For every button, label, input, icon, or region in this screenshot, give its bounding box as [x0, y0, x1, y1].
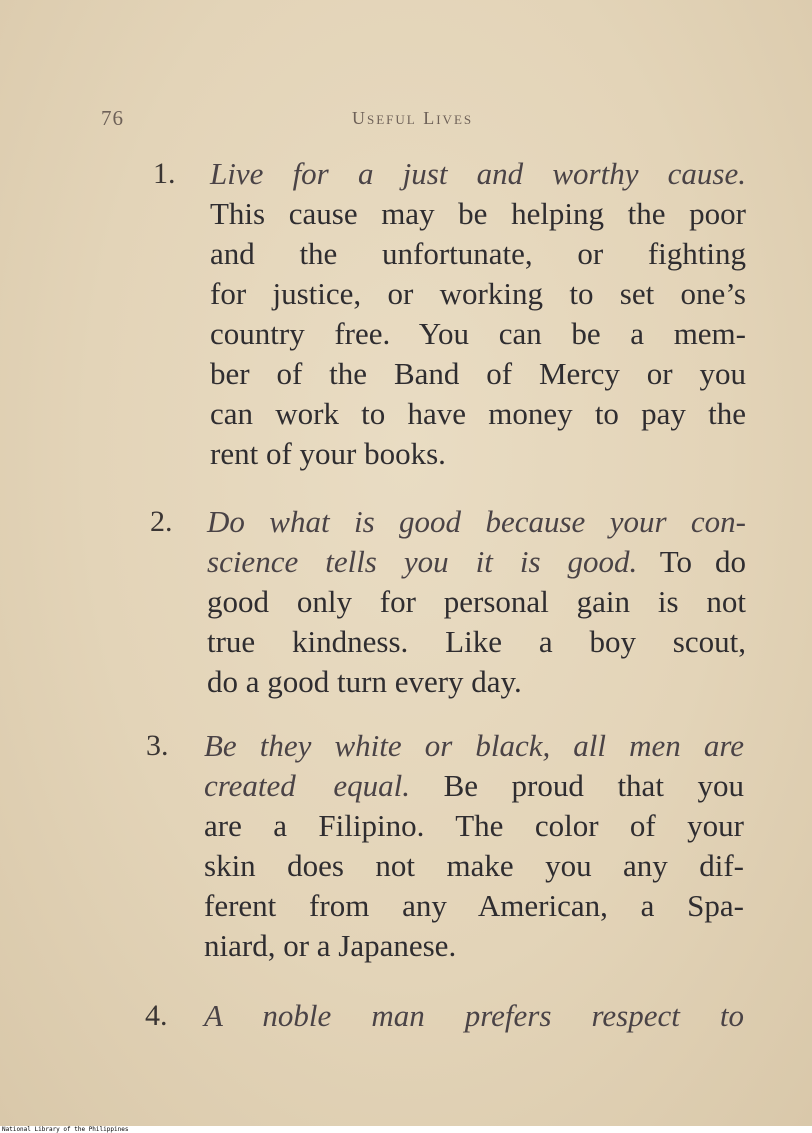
- plain-text: do a good turn every day.: [207, 664, 522, 699]
- item-text: [204, 996, 744, 1036]
- text-line: [210, 354, 746, 394]
- plain-text: This cause may be helping the poor: [210, 196, 746, 231]
- plain-text: niard, or a Japanese.: [204, 928, 457, 963]
- italic-text: Do what is good because your con-: [207, 504, 746, 539]
- plain-text: for justice, or working to set one’s: [210, 276, 746, 311]
- plain-text: country free. You can be a mem-: [210, 316, 746, 351]
- text-line: [210, 234, 746, 274]
- plain-text: rent of your books.: [210, 436, 446, 471]
- plain-text: To do: [637, 544, 746, 579]
- running-head-title: Useful Lives: [352, 108, 474, 128]
- plain-text: true kindness. Like a boy scout,: [207, 624, 746, 659]
- text-line: [210, 394, 746, 434]
- text-line: [210, 154, 746, 194]
- text-line: [204, 886, 744, 926]
- text-line: [204, 726, 744, 766]
- item-number: 4.: [145, 999, 168, 1032]
- text-line: [210, 434, 746, 474]
- page-number: 76: [101, 106, 124, 130]
- item-number: 3.: [146, 729, 169, 762]
- text-line: [207, 542, 746, 582]
- text-line: [204, 926, 744, 966]
- text-line: [207, 662, 746, 702]
- plain-text: Be proud that you: [410, 768, 744, 803]
- item-text: [210, 154, 746, 474]
- italic-text: science tells you it is good.: [207, 544, 638, 579]
- running-head: [0, 106, 812, 136]
- item-text: [204, 726, 744, 966]
- italic-text: created equal.: [204, 768, 410, 803]
- text-line: [204, 996, 744, 1036]
- plain-text: ber of the Band of Mercy or you: [210, 356, 746, 391]
- item-number: 2.: [150, 505, 173, 538]
- plain-text: can work to have money to pay the: [210, 396, 746, 431]
- italic-text: A noble man prefers respect to: [204, 998, 744, 1033]
- text-line: [210, 314, 746, 354]
- item-text: [207, 502, 746, 702]
- text-line: [204, 766, 744, 806]
- italic-text: Be they white or black, all men are: [204, 728, 744, 763]
- text-line: [207, 502, 746, 542]
- text-line: [204, 846, 744, 886]
- plain-text: skin does not make you any dif-: [204, 848, 744, 883]
- library-credit: National Library of the Philippines: [2, 1126, 129, 1133]
- plain-text: good only for personal gain is not: [207, 584, 746, 619]
- plain-text: are a Filipino. The color of your: [204, 808, 744, 843]
- text-line: [204, 806, 744, 846]
- plain-text: ferent from any American, a Spa-: [204, 888, 744, 923]
- text-line: [207, 622, 746, 662]
- italic-text: Live for a just and worthy cause.: [210, 156, 746, 191]
- text-line: [207, 582, 746, 622]
- text-line: [210, 194, 746, 234]
- plain-text: and the unfortunate, or fighting: [210, 236, 746, 271]
- text-line: [210, 274, 746, 314]
- item-number: 1.: [153, 157, 176, 190]
